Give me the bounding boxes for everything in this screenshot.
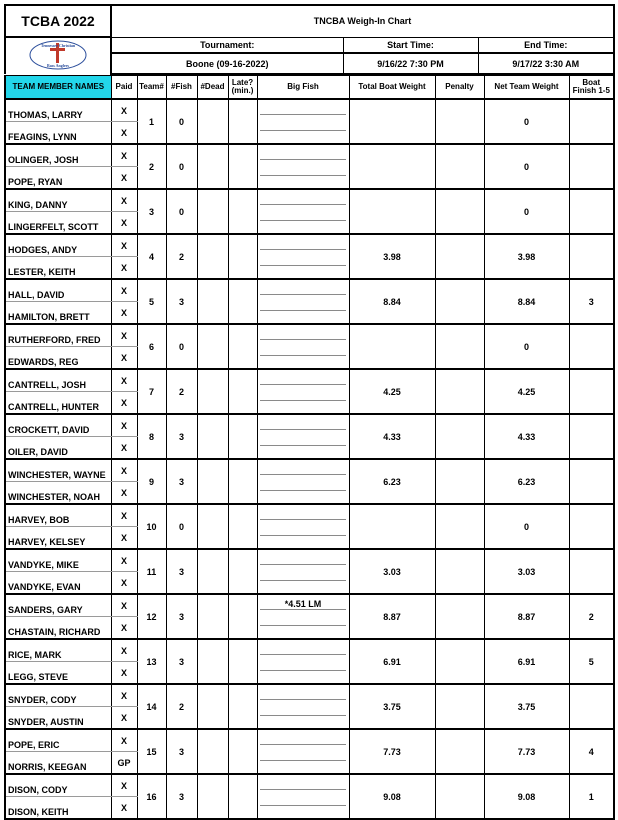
paid-mark: X: [111, 617, 137, 640]
team-row: [5, 99, 614, 122]
total-boat-weight: [349, 99, 435, 144]
col-boat-finish: Boat Finish 1-5: [569, 76, 614, 100]
penalty: [435, 594, 484, 639]
paid-mark: X: [111, 482, 137, 505]
total-boat-weight: [349, 144, 435, 189]
fish-count: 3: [166, 279, 197, 324]
team-number: 9: [137, 459, 166, 504]
late-minutes: [228, 414, 257, 459]
big-fish-entry-line: [260, 699, 346, 700]
member-name: CHASTAIN, RICHARD: [5, 617, 111, 640]
member-name: RUTHERFORD, FRED: [5, 324, 111, 347]
total-boat-weight: [349, 189, 435, 234]
team-row: [5, 324, 614, 347]
team-number: 12: [137, 594, 166, 639]
member-name: KING, DANNY: [5, 189, 111, 212]
column-header-row: [5, 76, 614, 100]
paid-mark: X: [111, 414, 137, 437]
boat-finish: 3: [569, 279, 614, 324]
net-team-weight: 8.84: [484, 279, 569, 324]
weigh-in-table: [4, 75, 615, 820]
member-name: HODGES, ANDY: [5, 234, 111, 257]
fish-count: 0: [166, 324, 197, 369]
team-row: [5, 234, 614, 257]
team-row: [5, 144, 614, 167]
net-team-weight: 6.91: [484, 639, 569, 684]
total-boat-weight: [349, 504, 435, 549]
member-name: LEGG, STEVE: [5, 662, 111, 685]
penalty: [435, 729, 484, 774]
paid-mark: X: [111, 729, 137, 752]
member-name: RICE, MARK: [5, 639, 111, 662]
member-name: THOMAS, LARRY: [5, 99, 111, 122]
member-name: HARVEY, BOB: [5, 504, 111, 527]
end-time-label: End Time:: [478, 37, 614, 53]
penalty: [435, 684, 484, 729]
fish-count: 3: [166, 459, 197, 504]
dead-count: [197, 144, 228, 189]
big-fish-entry-line: [260, 249, 346, 250]
paid-mark: X: [111, 662, 137, 685]
team-row: [5, 684, 614, 707]
member-name: HALL, DAVID: [5, 279, 111, 302]
member-name: SNYDER, CODY: [5, 684, 111, 707]
big-fish-cell: [257, 99, 349, 144]
late-minutes: [228, 594, 257, 639]
team-number: 1: [137, 99, 166, 144]
boat-finish: [569, 234, 614, 279]
total-boat-weight: 6.91: [349, 639, 435, 684]
big-fish-entry-line: [260, 175, 346, 176]
paid-mark: X: [111, 437, 137, 460]
big-fish-cell: [257, 459, 349, 504]
big-fish-cell: [257, 144, 349, 189]
paid-mark: X: [111, 572, 137, 595]
penalty: [435, 234, 484, 279]
big-fish-cell: [257, 189, 349, 234]
late-minutes: [228, 639, 257, 684]
late-minutes: [228, 459, 257, 504]
big-fish-cell: [257, 369, 349, 414]
logo-emblem: [28, 39, 88, 71]
dead-count: [197, 369, 228, 414]
member-name: DISON, KEITH: [5, 797, 111, 820]
total-boat-weight: 3.98: [349, 234, 435, 279]
paid-mark: X: [111, 684, 137, 707]
start-time-label: Start Time:: [343, 37, 478, 53]
member-name: CROCKETT, DAVID: [5, 414, 111, 437]
big-fish-entry-line: [260, 519, 346, 520]
penalty: [435, 369, 484, 414]
boat-finish: 4: [569, 729, 614, 774]
big-fish-entry-line: [260, 609, 346, 610]
org-title: TCBA 2022: [5, 5, 111, 37]
late-minutes: [228, 504, 257, 549]
dead-count: [197, 324, 228, 369]
paid-mark: X: [111, 594, 137, 617]
col-penalty: Penalty: [435, 76, 484, 100]
late-minutes: [228, 549, 257, 594]
penalty: [435, 639, 484, 684]
fish-count: 3: [166, 594, 197, 639]
col-net-team-weight: Net Team Weight: [484, 76, 569, 100]
big-fish-cell: [257, 504, 349, 549]
big-fish-entry-line: [260, 535, 346, 536]
late-minutes: [228, 324, 257, 369]
team-number: 10: [137, 504, 166, 549]
member-name: HAMILTON, BRETT: [5, 302, 111, 325]
big-fish-cell: [257, 324, 349, 369]
fish-count: 3: [166, 414, 197, 459]
net-team-weight: 4.25: [484, 369, 569, 414]
logo: [5, 37, 111, 74]
member-name: CANTRELL, HUNTER: [5, 392, 111, 415]
late-minutes: [228, 684, 257, 729]
big-fish-entry-line: [260, 204, 346, 205]
big-fish-entry-line: [260, 429, 346, 430]
member-name: HARVEY, KELSEY: [5, 527, 111, 550]
boat-finish: [569, 144, 614, 189]
team-number: 14: [137, 684, 166, 729]
fish-count: 3: [166, 729, 197, 774]
net-team-weight: 0: [484, 144, 569, 189]
net-team-weight: 0: [484, 504, 569, 549]
big-fish-entry-line: [260, 564, 346, 565]
start-time-value: 9/16/22 7:30 PM: [343, 53, 478, 74]
big-fish-cell: [257, 414, 349, 459]
tournament-value: Boone (09-16-2022): [111, 53, 343, 74]
team-row: [5, 414, 614, 437]
total-boat-weight: 8.87: [349, 594, 435, 639]
big-fish-cell: [257, 279, 349, 324]
penalty: [435, 279, 484, 324]
svg-text:Tennessee Christian: Tennessee Christian: [40, 43, 76, 48]
dead-count: [197, 504, 228, 549]
dead-count: [197, 279, 228, 324]
boat-finish: [569, 324, 614, 369]
net-team-weight: 9.08: [484, 774, 569, 819]
svg-text:Bass Anglers: Bass Anglers: [47, 63, 69, 68]
penalty: [435, 324, 484, 369]
big-fish-value: *4.51 LM: [284, 598, 322, 609]
paid-mark: X: [111, 279, 137, 302]
team-row: [5, 639, 614, 662]
big-fish-entry-line: [260, 130, 346, 131]
member-name: OLINGER, JOSH: [5, 144, 111, 167]
paid-mark: GP: [111, 752, 137, 775]
paid-mark: X: [111, 797, 137, 820]
team-row: [5, 594, 614, 617]
paid-mark: X: [111, 324, 137, 347]
big-fish-entry-line: [260, 580, 346, 581]
team-row: [5, 279, 614, 302]
late-minutes: [228, 99, 257, 144]
big-fish-entry-line: [260, 474, 346, 475]
fish-count: 3: [166, 774, 197, 819]
total-boat-weight: [349, 324, 435, 369]
net-team-weight: 3.98: [484, 234, 569, 279]
team-row: [5, 369, 614, 392]
boat-finish: [569, 504, 614, 549]
member-name: SNYDER, AUSTIN: [5, 707, 111, 730]
net-team-weight: 3.03: [484, 549, 569, 594]
team-number: 6: [137, 324, 166, 369]
big-fish-entry-line: [260, 355, 346, 356]
member-name: OILER, DAVID: [5, 437, 111, 460]
late-minutes: [228, 369, 257, 414]
paid-mark: X: [111, 167, 137, 190]
col-total-boat-weight: Total Boat Weight: [349, 76, 435, 100]
big-fish-entry-line: [260, 159, 346, 160]
penalty: [435, 414, 484, 459]
member-name: LESTER, KEITH: [5, 257, 111, 280]
boat-finish: 5: [569, 639, 614, 684]
big-fish-entry-line: [260, 294, 346, 295]
penalty: [435, 144, 484, 189]
boat-finish: [569, 459, 614, 504]
col-team-member-names: TEAM MEMBER NAMES: [5, 76, 111, 100]
big-fish-cell: [257, 729, 349, 774]
fish-count: 3: [166, 549, 197, 594]
team-number: 5: [137, 279, 166, 324]
col-paid: Paid: [111, 76, 137, 100]
member-name: WINCHESTER, WAYNE: [5, 459, 111, 482]
team-row: [5, 504, 614, 527]
big-fish-cell: [257, 684, 349, 729]
paid-mark: X: [111, 122, 137, 145]
fish-count: 0: [166, 144, 197, 189]
boat-finish: [569, 189, 614, 234]
paid-mark: X: [111, 189, 137, 212]
paid-mark: X: [111, 257, 137, 280]
total-boat-weight: 9.08: [349, 774, 435, 819]
net-team-weight: 8.87: [484, 594, 569, 639]
chart-title: TNCBA Weigh-In Chart: [111, 5, 614, 37]
weigh-in-sheet: [4, 4, 613, 820]
boat-finish: [569, 549, 614, 594]
total-boat-weight: 7.73: [349, 729, 435, 774]
big-fish-entry-line: [260, 789, 346, 790]
dead-count: [197, 414, 228, 459]
col-late-minutes: Late? (min.): [228, 76, 257, 100]
net-team-weight: 6.23: [484, 459, 569, 504]
total-boat-weight: 6.23: [349, 459, 435, 504]
dead-count: [197, 639, 228, 684]
paid-mark: X: [111, 347, 137, 370]
dead-count: [197, 99, 228, 144]
member-name: SANDERS, GARY: [5, 594, 111, 617]
member-name: VANDYKE, MIKE: [5, 549, 111, 572]
late-minutes: [228, 144, 257, 189]
member-name: VANDYKE, EVAN: [5, 572, 111, 595]
penalty: [435, 189, 484, 234]
dead-count: [197, 459, 228, 504]
dead-count: [197, 594, 228, 639]
big-fish-entry-line: [260, 400, 346, 401]
team-number: 4: [137, 234, 166, 279]
late-minutes: [228, 729, 257, 774]
member-name: LINGERFELT, SCOTT: [5, 212, 111, 235]
end-time-value: 9/17/22 3:30 AM: [478, 53, 614, 74]
member-name: DISON, CODY: [5, 774, 111, 797]
col-dead-count: #Dead: [197, 76, 228, 100]
late-minutes: [228, 279, 257, 324]
big-fish-entry-line: [260, 625, 346, 626]
fish-count: 0: [166, 504, 197, 549]
net-team-weight: 0: [484, 99, 569, 144]
team-rows: [5, 99, 614, 819]
net-team-weight: 4.33: [484, 414, 569, 459]
boat-finish: [569, 684, 614, 729]
big-fish-cell: [257, 234, 349, 279]
big-fish-entry-line: [260, 384, 346, 385]
member-name: EDWARDS, REG: [5, 347, 111, 370]
team-number: 16: [137, 774, 166, 819]
paid-mark: X: [111, 234, 137, 257]
member-name: CANTRELL, JOSH: [5, 369, 111, 392]
paid-mark: X: [111, 459, 137, 482]
dead-count: [197, 549, 228, 594]
net-team-weight: 3.75: [484, 684, 569, 729]
paid-mark: X: [111, 99, 137, 122]
fish-count: 0: [166, 189, 197, 234]
boat-finish: 1: [569, 774, 614, 819]
big-fish-entry-line: [260, 760, 346, 761]
paid-mark: X: [111, 212, 137, 235]
paid-mark: X: [111, 504, 137, 527]
team-number: 11: [137, 549, 166, 594]
total-boat-weight: 4.33: [349, 414, 435, 459]
col-big-fish: Big Fish: [257, 76, 349, 100]
member-name: POPE, RYAN: [5, 167, 111, 190]
team-row: [5, 774, 614, 797]
big-fish-entry-line: [260, 805, 346, 806]
team-number: 7: [137, 369, 166, 414]
big-fish-entry-line: [260, 744, 346, 745]
total-boat-weight: 8.84: [349, 279, 435, 324]
big-fish-cell: [257, 549, 349, 594]
tournament-label: Tournament:: [111, 37, 343, 53]
member-name: NORRIS, KEEGAN: [5, 752, 111, 775]
member-name: WINCHESTER, NOAH: [5, 482, 111, 505]
total-boat-weight: 4.25: [349, 369, 435, 414]
team-number: 3: [137, 189, 166, 234]
big-fish-entry-line: [260, 310, 346, 311]
big-fish-entry-line: [260, 339, 346, 340]
col-fish-count: #Fish: [166, 76, 197, 100]
net-team-weight: 0: [484, 189, 569, 234]
boat-finish: [569, 99, 614, 144]
big-fish-cell: [257, 639, 349, 684]
team-row: [5, 549, 614, 572]
big-fish-entry-line: [260, 670, 346, 671]
team-number: 2: [137, 144, 166, 189]
paid-mark: X: [111, 774, 137, 797]
team-row: [5, 459, 614, 482]
paid-mark: X: [111, 144, 137, 167]
fish-count: 2: [166, 369, 197, 414]
dead-count: [197, 234, 228, 279]
late-minutes: [228, 189, 257, 234]
net-team-weight: 7.73: [484, 729, 569, 774]
dead-count: [197, 684, 228, 729]
penalty: [435, 549, 484, 594]
penalty: [435, 459, 484, 504]
boat-finish: 2: [569, 594, 614, 639]
penalty: [435, 99, 484, 144]
paid-mark: X: [111, 302, 137, 325]
member-name: FEAGINS, LYNN: [5, 122, 111, 145]
paid-mark: X: [111, 527, 137, 550]
big-fish-entry-line: [260, 490, 346, 491]
team-number: 13: [137, 639, 166, 684]
fish-count: 3: [166, 639, 197, 684]
big-fish-entry-line: [260, 654, 346, 655]
big-fish-entry-line: [260, 265, 346, 266]
paid-mark: X: [111, 707, 137, 730]
big-fish-entry-line: [260, 715, 346, 716]
paid-mark: X: [111, 549, 137, 572]
team-row: [5, 189, 614, 212]
header-table: [4, 4, 615, 75]
penalty: [435, 504, 484, 549]
big-fish-cell: [257, 594, 349, 639]
boat-finish: [569, 414, 614, 459]
total-boat-weight: 3.75: [349, 684, 435, 729]
paid-mark: X: [111, 369, 137, 392]
big-fish-entry-line: [260, 114, 346, 115]
boat-finish: [569, 369, 614, 414]
late-minutes: [228, 234, 257, 279]
team-row: [5, 729, 614, 752]
col-team-number: Team#: [137, 76, 166, 100]
big-fish-entry-line: [260, 445, 346, 446]
fish-count: 2: [166, 684, 197, 729]
fish-count: 0: [166, 99, 197, 144]
fish-count: 2: [166, 234, 197, 279]
dead-count: [197, 729, 228, 774]
dead-count: [197, 189, 228, 234]
team-number: 15: [137, 729, 166, 774]
paid-mark: X: [111, 392, 137, 415]
paid-mark: X: [111, 639, 137, 662]
net-team-weight: 0: [484, 324, 569, 369]
total-boat-weight: 3.03: [349, 549, 435, 594]
team-number: 8: [137, 414, 166, 459]
member-name: POPE, ERIC: [5, 729, 111, 752]
big-fish-entry-line: [260, 220, 346, 221]
